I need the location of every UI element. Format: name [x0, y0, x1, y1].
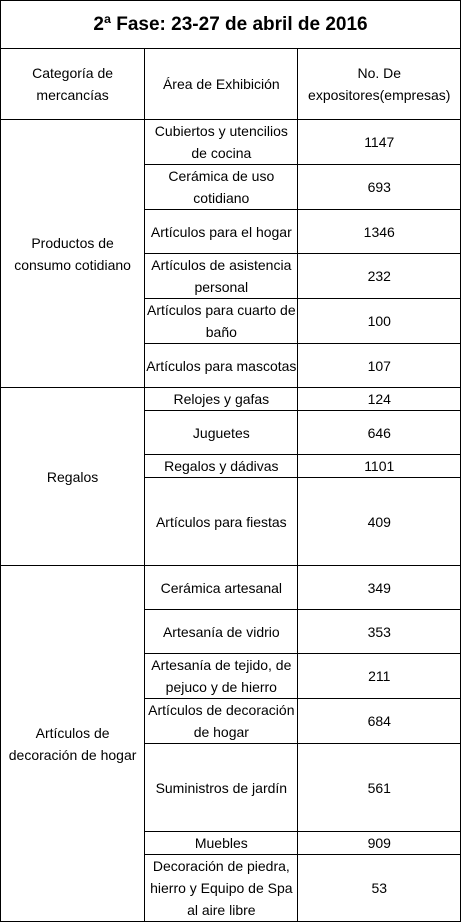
category-cell: Regalos: [1, 388, 145, 566]
area-cell: Relojes y gafas: [145, 388, 298, 411]
area-cell: Artículos para mascotas: [145, 344, 298, 388]
area-cell: Artículos de decoración de hogar: [145, 699, 298, 744]
count-cell: 1147: [298, 120, 461, 165]
count-cell: 684: [298, 699, 461, 744]
area-cell: Cerámica artesanal: [145, 566, 298, 610]
area-cell: Artículos de asistencia personal: [145, 254, 298, 299]
area-cell: Artesanía de tejido, de pejuco y de hierro: [145, 654, 298, 699]
count-cell: 53: [298, 855, 461, 922]
header-category: Categoría de mercancías: [1, 49, 145, 120]
header-exhibitors: No. De expositores(empresas): [298, 49, 461, 120]
area-cell: Decoración de piedra, hierro y Equipo de Spa al aire libre: [145, 855, 298, 922]
count-cell: 232: [298, 254, 461, 299]
count-cell: 353: [298, 610, 461, 654]
count-cell: 909: [298, 832, 461, 855]
area-cell: Juguetes: [145, 411, 298, 455]
count-cell: 409: [298, 478, 461, 566]
table-title: 2ª Fase: 23-27 de abril de 2016: [1, 1, 461, 49]
count-cell: 1101: [298, 455, 461, 478]
table-row: [1, 388, 461, 411]
area-cell: Suministros de jardín: [145, 744, 298, 832]
count-cell: 107: [298, 344, 461, 388]
area-cell: Artículos para fiestas: [145, 478, 298, 566]
area-cell: Regalos y dádivas: [145, 455, 298, 478]
count-cell: 124: [298, 388, 461, 411]
count-cell: 100: [298, 299, 461, 344]
area-cell: Cubiertos y utencilios de cocina: [145, 120, 298, 165]
category-cell: Productos de consumo cotidiano: [1, 120, 145, 388]
header-area: Área de Exhibición: [145, 49, 298, 120]
area-cell: Artesanía de vidrio: [145, 610, 298, 654]
table-row: [1, 566, 461, 610]
count-cell: 561: [298, 744, 461, 832]
count-cell: 211: [298, 654, 461, 699]
area-cell: Artículos para cuarto de baño: [145, 299, 298, 344]
area-cell: Artículos para el hogar: [145, 210, 298, 254]
area-cell: Cerámica de uso cotidiano: [145, 165, 298, 210]
area-cell: Muebles: [145, 832, 298, 855]
count-cell: 1346: [298, 210, 461, 254]
header-row: [1, 49, 461, 120]
count-cell: 349: [298, 566, 461, 610]
count-cell: 693: [298, 165, 461, 210]
count-cell: 646: [298, 411, 461, 455]
table-row: [1, 120, 461, 165]
category-cell: Artículos de decoración de hogar: [1, 566, 145, 922]
title-row: [1, 1, 461, 49]
